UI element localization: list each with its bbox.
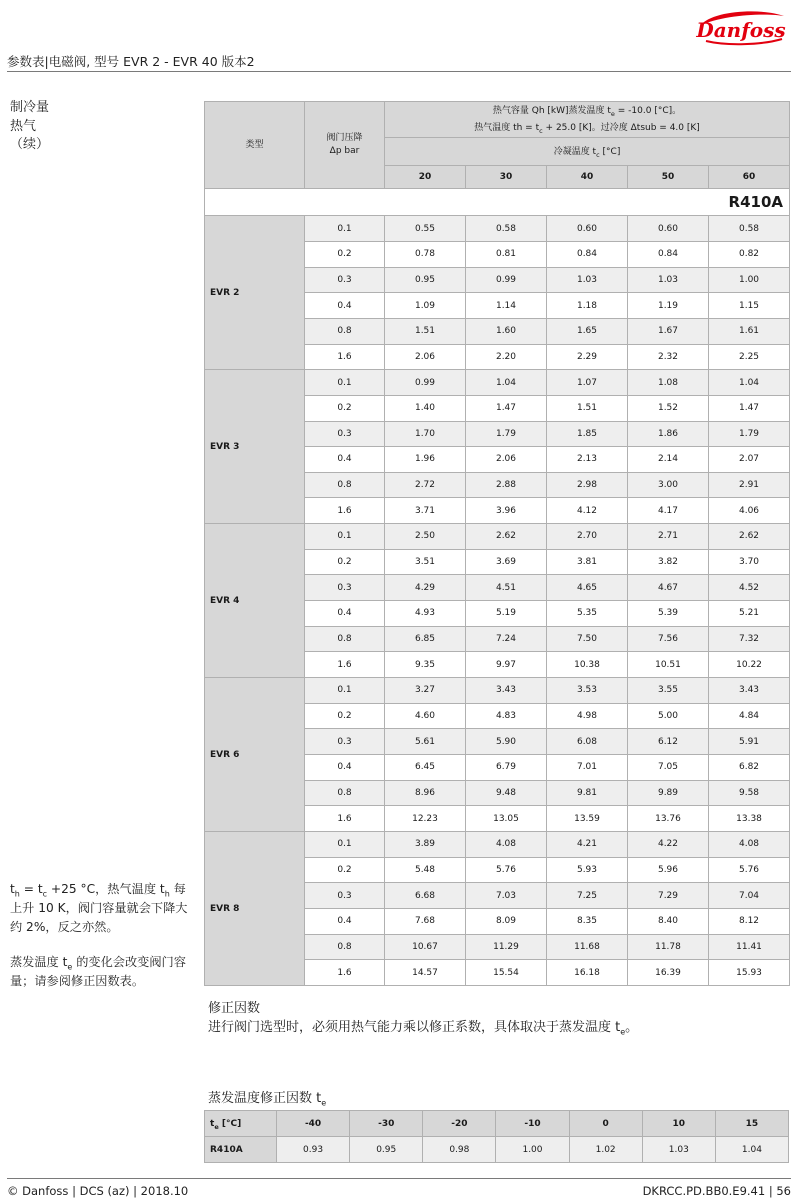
danfoss-logo bbox=[692, 6, 790, 48]
capacity-cell: 11.68 bbox=[547, 934, 628, 960]
capacity-table bbox=[204, 101, 790, 986]
correction-factor-cell: 1.00 bbox=[496, 1137, 569, 1163]
correction-description: 进行阀门选型时，必须用热气能力乘以修正系数，具体取决于蒸发温度 $t_e$。 bbox=[208, 1020, 639, 1037]
capacity-cell: 1.96 bbox=[385, 447, 466, 473]
capacity-cell: 2.07 bbox=[709, 447, 790, 473]
capacity-cell: 4.98 bbox=[547, 703, 628, 729]
capacity-cell: 2.62 bbox=[466, 524, 547, 550]
capacity-cell: 1.51 bbox=[547, 395, 628, 421]
capacity-cell: 2.32 bbox=[628, 344, 709, 370]
capacity-cell: 4.67 bbox=[628, 575, 709, 601]
pressure-drop-cell: 0.2 bbox=[305, 241, 385, 267]
condensing-temp-col: 20 bbox=[385, 166, 466, 189]
capacity-cell: 13.38 bbox=[709, 806, 790, 832]
capacity-cell: 0.82 bbox=[709, 241, 790, 267]
capacity-cell: 4.60 bbox=[385, 703, 466, 729]
pressure-drop-cell: 0.3 bbox=[305, 883, 385, 909]
capacity-cell: 1.08 bbox=[628, 370, 709, 396]
pressure-drop-cell: 0.1 bbox=[305, 370, 385, 396]
capacity-cell: 8.09 bbox=[466, 908, 547, 934]
pressure-drop-cell: 0.3 bbox=[305, 729, 385, 755]
capacity-cell: 11.41 bbox=[709, 934, 790, 960]
table-row bbox=[205, 370, 790, 396]
footer-divider bbox=[7, 1178, 791, 1179]
capacity-cell: 2.88 bbox=[466, 472, 547, 498]
capacity-cell: 0.78 bbox=[385, 241, 466, 267]
evaporating-temp-col: -20 bbox=[423, 1111, 496, 1137]
capacity-cell: 1.79 bbox=[466, 421, 547, 447]
capacity-cell: 2.50 bbox=[385, 524, 466, 550]
capacity-cell: 0.58 bbox=[709, 216, 790, 242]
capacity-cell: 9.58 bbox=[709, 780, 790, 806]
condensing-temp-col: 60 bbox=[709, 166, 790, 189]
capacity-cell: 2.14 bbox=[628, 447, 709, 473]
capacity-cell: 4.17 bbox=[628, 498, 709, 524]
model-label: EVR 2 bbox=[205, 216, 305, 370]
capacity-cell: 8.40 bbox=[628, 908, 709, 934]
pressure-drop-cell: 1.6 bbox=[305, 498, 385, 524]
condensing-temp-col: 40 bbox=[547, 166, 628, 189]
capacity-cell: 4.83 bbox=[466, 703, 547, 729]
capacity-cell: 16.18 bbox=[547, 960, 628, 986]
capacity-cell: 1.03 bbox=[628, 267, 709, 293]
capacity-cell: 11.29 bbox=[466, 934, 547, 960]
capacity-cell: 9.48 bbox=[466, 780, 547, 806]
capacity-cell: 0.60 bbox=[628, 216, 709, 242]
correction-factor-cell: 0.98 bbox=[423, 1137, 496, 1163]
section-title-line-3: （续） bbox=[10, 137, 50, 152]
capacity-cell: 3.69 bbox=[466, 549, 547, 575]
capacity-cell: 10.22 bbox=[709, 652, 790, 678]
capacity-cell: 1.15 bbox=[709, 293, 790, 319]
capacity-cell: 7.05 bbox=[628, 755, 709, 781]
header-divider bbox=[7, 71, 791, 72]
correction-factor-cell: 0.95 bbox=[350, 1137, 423, 1163]
capacity-cell: 1.03 bbox=[547, 267, 628, 293]
capacity-cell: 5.00 bbox=[628, 703, 709, 729]
capacity-cell: 0.55 bbox=[385, 216, 466, 242]
footer-left: © Danfoss | DCS (az) | 2018.10 bbox=[7, 1184, 189, 1198]
table-row bbox=[205, 524, 790, 550]
capacity-cell: 5.48 bbox=[385, 857, 466, 883]
danfoss-logo-mark bbox=[692, 6, 790, 48]
column-header-pressure-drop: 阀门压降 Δp bar bbox=[305, 102, 385, 189]
pressure-drop-cell: 1.6 bbox=[305, 344, 385, 370]
capacity-cell: 2.71 bbox=[628, 524, 709, 550]
capacity-cell: 1.67 bbox=[628, 318, 709, 344]
section-title-line-2: 热气 bbox=[10, 118, 37, 134]
correction-factor-cell: 1.02 bbox=[569, 1137, 642, 1163]
pressure-drop-cell: 0.2 bbox=[305, 703, 385, 729]
pressure-drop-cell: 0.2 bbox=[305, 549, 385, 575]
capacity-cell: 2.91 bbox=[709, 472, 790, 498]
pressure-drop-cell: 0.8 bbox=[305, 780, 385, 806]
capacity-cell: 4.65 bbox=[547, 575, 628, 601]
capacity-cell: 3.27 bbox=[385, 678, 466, 704]
pressure-drop-cell: 0.1 bbox=[305, 832, 385, 858]
pressure-drop-cell: 1.6 bbox=[305, 960, 385, 986]
capacity-cell: 6.08 bbox=[547, 729, 628, 755]
capacity-cell: 2.98 bbox=[547, 472, 628, 498]
capacity-cell: 9.81 bbox=[547, 780, 628, 806]
capacity-cell: 10.67 bbox=[385, 934, 466, 960]
page-header-title: 参数表|电磁阀, 型号 EVR 2 - EVR 40 版本2 bbox=[7, 54, 255, 69]
capacity-cell: 4.52 bbox=[709, 575, 790, 601]
capacity-cell: 1.19 bbox=[628, 293, 709, 319]
capacity-cell: 7.32 bbox=[709, 626, 790, 652]
capacity-cell: 6.68 bbox=[385, 883, 466, 909]
capacity-cell: 0.99 bbox=[466, 267, 547, 293]
capacity-cell: 5.91 bbox=[709, 729, 790, 755]
capacity-cell: 4.84 bbox=[709, 703, 790, 729]
capacity-cell: 2.13 bbox=[547, 447, 628, 473]
capacity-cell: 5.76 bbox=[466, 857, 547, 883]
capacity-cell: 3.55 bbox=[628, 678, 709, 704]
capacity-cell: 3.71 bbox=[385, 498, 466, 524]
model-label: EVR 4 bbox=[205, 524, 305, 678]
capacity-cell: 7.68 bbox=[385, 908, 466, 934]
capacity-cell: 1.40 bbox=[385, 395, 466, 421]
pressure-drop-cell: 1.6 bbox=[305, 806, 385, 832]
capacity-cell: 4.29 bbox=[385, 575, 466, 601]
correction-factor-table bbox=[204, 1110, 789, 1163]
capacity-cell: 7.50 bbox=[547, 626, 628, 652]
capacity-cell: 5.76 bbox=[709, 857, 790, 883]
capacity-cell: 15.93 bbox=[709, 960, 790, 986]
capacity-cell: 3.51 bbox=[385, 549, 466, 575]
capacity-cell: 0.84 bbox=[547, 241, 628, 267]
column-header-type: 类型 bbox=[205, 102, 305, 189]
capacity-cell: 1.14 bbox=[466, 293, 547, 319]
correction-table-title: 蒸发温度修正因数 $t_e$ bbox=[208, 1091, 327, 1108]
capacity-cell: 1.00 bbox=[709, 267, 790, 293]
capacity-cell: 1.51 bbox=[385, 318, 466, 344]
svg-text:Danfoss: Danfoss bbox=[696, 18, 786, 42]
capacity-cell: 2.62 bbox=[709, 524, 790, 550]
correction-heading: 修正因数 bbox=[208, 1001, 261, 1016]
capacity-cell: 8.12 bbox=[709, 908, 790, 934]
correction-factor-cell: 0.93 bbox=[277, 1137, 350, 1163]
hot-gas-temperature-note: $t_h = t_c +25$ °C，热气温度 $t_h$ 每上升 10 K，阀门容量就会下降大约 2%，反之亦然。 bbox=[10, 882, 188, 934]
capacity-cell: 5.35 bbox=[547, 601, 628, 627]
capacity-cell: 8.96 bbox=[385, 780, 466, 806]
capacity-cell: 7.24 bbox=[466, 626, 547, 652]
correction-factor-section bbox=[208, 999, 638, 1037]
capacity-cell: 4.06 bbox=[709, 498, 790, 524]
pressure-drop-cell: 0.4 bbox=[305, 447, 385, 473]
capacity-cell: 16.39 bbox=[628, 960, 709, 986]
capacity-cell: 1.86 bbox=[628, 421, 709, 447]
pressure-drop-cell: 0.8 bbox=[305, 626, 385, 652]
capacity-cell: 13.76 bbox=[628, 806, 709, 832]
capacity-cell: 1.85 bbox=[547, 421, 628, 447]
capacity-cell: 7.25 bbox=[547, 883, 628, 909]
pressure-drop-cell: 0.8 bbox=[305, 472, 385, 498]
evaporating-temp-col: 10 bbox=[642, 1111, 715, 1137]
capacity-cell: 1.07 bbox=[547, 370, 628, 396]
pressure-drop-cell: 0.4 bbox=[305, 293, 385, 319]
capacity-cell: 2.70 bbox=[547, 524, 628, 550]
capacity-cell: 1.65 bbox=[547, 318, 628, 344]
capacity-cell: 4.51 bbox=[466, 575, 547, 601]
correction-row-label: R410A bbox=[205, 1137, 277, 1163]
capacity-cell: 14.57 bbox=[385, 960, 466, 986]
capacity-cell: 4.21 bbox=[547, 832, 628, 858]
capacity-cell: 3.70 bbox=[709, 549, 790, 575]
capacity-cell: 1.47 bbox=[709, 395, 790, 421]
capacity-cell: 3.43 bbox=[709, 678, 790, 704]
capacity-cell: 1.52 bbox=[628, 395, 709, 421]
pressure-drop-cell: 0.4 bbox=[305, 601, 385, 627]
capacity-cell: 0.81 bbox=[466, 241, 547, 267]
capacity-cell: 13.59 bbox=[547, 806, 628, 832]
section-title bbox=[10, 99, 49, 155]
correction-header-first: $t_e$ [°C] bbox=[205, 1111, 277, 1137]
capacity-cell: 9.89 bbox=[628, 780, 709, 806]
capacity-cell: 1.47 bbox=[466, 395, 547, 421]
capacity-cell: 2.25 bbox=[709, 344, 790, 370]
pressure-drop-cell: 0.8 bbox=[305, 934, 385, 960]
capacity-cell: 3.53 bbox=[547, 678, 628, 704]
section-title-line-1: 制冷量 bbox=[10, 100, 50, 115]
capacity-cell: 1.70 bbox=[385, 421, 466, 447]
footer-right: DKRCC.PD.BB0.E9.41 | 56 bbox=[642, 1184, 791, 1198]
capacity-cell: 5.96 bbox=[628, 857, 709, 883]
capacity-cell: 15.54 bbox=[466, 960, 547, 986]
pressure-drop-cell: 0.1 bbox=[305, 524, 385, 550]
capacity-cell: 1.09 bbox=[385, 293, 466, 319]
capacity-cell: 10.38 bbox=[547, 652, 628, 678]
capacity-cell: 6.82 bbox=[709, 755, 790, 781]
capacity-cell: 4.93 bbox=[385, 601, 466, 627]
condensing-temp-col: 30 bbox=[466, 166, 547, 189]
capacity-cell: 3.82 bbox=[628, 549, 709, 575]
capacity-cell: 5.39 bbox=[628, 601, 709, 627]
capacity-cell: 12.23 bbox=[385, 806, 466, 832]
table-row bbox=[205, 678, 790, 704]
capacity-cell: 6.12 bbox=[628, 729, 709, 755]
capacity-cell: 4.08 bbox=[466, 832, 547, 858]
capacity-conditions-header: 热气容量 Qh [kW]蒸发温度 $t_e = -10.0$ [°C]。 热气温度 th = $t_c + 25.0$ [K]。过冷度 Δtsub = 4.0 [K] bbox=[385, 102, 790, 138]
condensing-temp-col: 50 bbox=[628, 166, 709, 189]
correction-factor-cell: 1.03 bbox=[642, 1137, 715, 1163]
capacity-cell: 1.60 bbox=[466, 318, 547, 344]
capacity-cell: 0.60 bbox=[547, 216, 628, 242]
pressure-drop-cell: 0.3 bbox=[305, 267, 385, 293]
evaporating-temp-col: -10 bbox=[496, 1111, 569, 1137]
capacity-cell: 1.04 bbox=[466, 370, 547, 396]
capacity-cell: 1.04 bbox=[709, 370, 790, 396]
capacity-cell: 9.35 bbox=[385, 652, 466, 678]
capacity-cell: 10.51 bbox=[628, 652, 709, 678]
capacity-cell: 3.89 bbox=[385, 832, 466, 858]
capacity-cell: 7.04 bbox=[709, 883, 790, 909]
pressure-drop-cell: 0.1 bbox=[305, 216, 385, 242]
pressure-drop-cell: 0.1 bbox=[305, 678, 385, 704]
capacity-cell: 3.43 bbox=[466, 678, 547, 704]
pressure-drop-cell: 0.2 bbox=[305, 395, 385, 421]
capacity-cell: 4.08 bbox=[709, 832, 790, 858]
capacity-cell: 4.22 bbox=[628, 832, 709, 858]
capacity-cell: 2.29 bbox=[547, 344, 628, 370]
capacity-cell: 3.81 bbox=[547, 549, 628, 575]
capacity-cell: 7.01 bbox=[547, 755, 628, 781]
table-row bbox=[205, 216, 790, 242]
table-row bbox=[205, 832, 790, 858]
evaporating-temp-col: -30 bbox=[350, 1111, 423, 1137]
correction-factor-cell: 1.04 bbox=[715, 1137, 788, 1163]
model-label: EVR 6 bbox=[205, 678, 305, 832]
capacity-cell: 3.96 bbox=[466, 498, 547, 524]
capacity-cell: 6.45 bbox=[385, 755, 466, 781]
capacity-cell: 13.05 bbox=[466, 806, 547, 832]
capacity-cell: 0.58 bbox=[466, 216, 547, 242]
capacity-cell: 0.95 bbox=[385, 267, 466, 293]
capacity-cell: 2.20 bbox=[466, 344, 547, 370]
capacity-cell: 2.72 bbox=[385, 472, 466, 498]
capacity-cell: 9.97 bbox=[466, 652, 547, 678]
refrigerant-label: R410A bbox=[205, 189, 790, 216]
model-label: EVR 3 bbox=[205, 370, 305, 524]
pressure-drop-cell: 0.2 bbox=[305, 857, 385, 883]
pressure-drop-cell: 0.8 bbox=[305, 318, 385, 344]
capacity-cell: 0.84 bbox=[628, 241, 709, 267]
capacity-cell: 2.06 bbox=[466, 447, 547, 473]
capacity-cell: 4.12 bbox=[547, 498, 628, 524]
condensing-temperature-header: 冷凝温度 $t_c$ [°C] bbox=[385, 138, 790, 166]
pressure-drop-cell: 0.4 bbox=[305, 908, 385, 934]
capacity-cell: 1.61 bbox=[709, 318, 790, 344]
capacity-cell: 7.56 bbox=[628, 626, 709, 652]
capacity-cell: 5.61 bbox=[385, 729, 466, 755]
pressure-drop-cell: 0.4 bbox=[305, 755, 385, 781]
capacity-cell: 11.78 bbox=[628, 934, 709, 960]
pressure-drop-cell: 1.6 bbox=[305, 652, 385, 678]
capacity-cell: 5.93 bbox=[547, 857, 628, 883]
capacity-cell: 7.03 bbox=[466, 883, 547, 909]
capacity-cell: 2.06 bbox=[385, 344, 466, 370]
capacity-cell: 7.29 bbox=[628, 883, 709, 909]
evaporating-temp-col: 15 bbox=[715, 1111, 788, 1137]
capacity-cell: 5.21 bbox=[709, 601, 790, 627]
evaporating-temperature-note: 蒸发温度 $t_e$ 的变化会改变阀门容量；请参阅修正因数表。 bbox=[10, 955, 186, 988]
evaporating-temp-col: 0 bbox=[569, 1111, 642, 1137]
pressure-drop-cell: 0.3 bbox=[305, 575, 385, 601]
pressure-drop-cell: 0.3 bbox=[305, 421, 385, 447]
capacity-cell: 3.00 bbox=[628, 472, 709, 498]
capacity-cell: 1.18 bbox=[547, 293, 628, 319]
capacity-cell: 6.85 bbox=[385, 626, 466, 652]
capacity-cell: 5.19 bbox=[466, 601, 547, 627]
capacity-cell: 6.79 bbox=[466, 755, 547, 781]
evaporating-temp-col: -40 bbox=[277, 1111, 350, 1137]
capacity-cell: 5.90 bbox=[466, 729, 547, 755]
capacity-cell: 1.79 bbox=[709, 421, 790, 447]
model-label: EVR 8 bbox=[205, 832, 305, 986]
capacity-cell: 8.35 bbox=[547, 908, 628, 934]
capacity-cell: 0.99 bbox=[385, 370, 466, 396]
